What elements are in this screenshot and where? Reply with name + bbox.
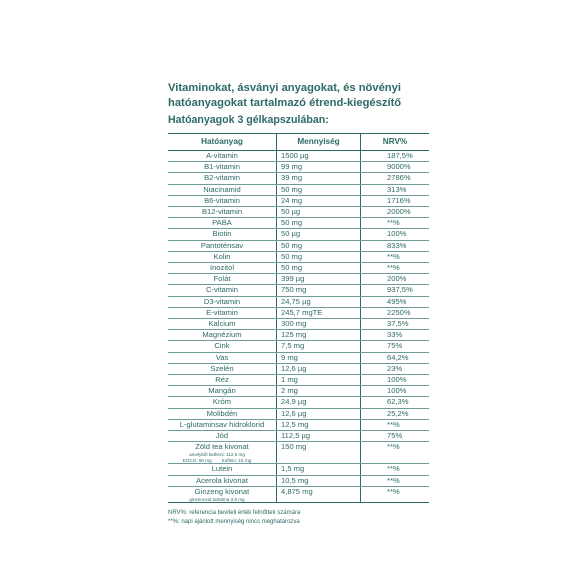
ingredient-name: B6-vitamin xyxy=(204,195,240,205)
amount-cell: 24,75 µg xyxy=(277,296,361,307)
table-row xyxy=(168,162,429,173)
ingredient-cell xyxy=(168,207,277,218)
amount-cell: 24 mg xyxy=(277,195,361,206)
nrv-cell: **% xyxy=(361,218,430,229)
table-row xyxy=(168,151,429,162)
amount-cell: 12,6 µg xyxy=(277,363,361,374)
subtitle: Hatóanyagok 3 gélkapszulában: xyxy=(168,114,329,126)
table-row xyxy=(168,486,429,503)
subnote-text: Koffein: 15 mg xyxy=(221,457,252,463)
nrv-cell: 2786% xyxy=(361,173,430,184)
table-row xyxy=(168,184,429,195)
nrv-cell: 200% xyxy=(361,274,430,285)
amount-cell: 125 mg xyxy=(277,330,361,341)
ingredient-cell xyxy=(168,363,277,374)
amount-cell: 399 µg xyxy=(277,274,361,285)
ingredient-cell xyxy=(168,475,277,486)
ingredient-cell xyxy=(168,386,277,397)
amount-cell: 300 mg xyxy=(277,319,361,330)
ingredient-name: Zöld tea kivonat xyxy=(195,442,249,452)
table-row xyxy=(168,218,429,229)
ingredient-cell xyxy=(168,397,277,408)
ingredient-cell xyxy=(168,296,277,307)
nrv-cell: 100% xyxy=(361,386,430,397)
table-row xyxy=(168,195,429,206)
header-nrv: NRV% xyxy=(361,134,430,151)
ingredient-name: Pantoténsav xyxy=(200,240,244,250)
ingredient-subnote xyxy=(168,497,276,502)
subnote-text: EGCG: 60 mg xyxy=(182,457,212,463)
table-row xyxy=(168,251,429,262)
table-row xyxy=(168,386,429,397)
ingredient-name: C-vitamin xyxy=(205,285,239,295)
ingredient-name: B12-vitamin xyxy=(201,207,243,217)
amount-cell: 7,5 mg xyxy=(277,341,361,352)
table-row xyxy=(168,240,429,251)
nrv-cell: 187,5% xyxy=(361,151,430,162)
table-row xyxy=(168,330,429,341)
amount-cell: 1,5 mg xyxy=(277,464,361,475)
ingredient-name: E-vitamin xyxy=(206,307,238,317)
amount-cell: 50 mg xyxy=(277,263,361,274)
nrv-cell: 9000% xyxy=(361,162,430,173)
nrv-cell: **% xyxy=(361,464,430,475)
ingredient-cell xyxy=(168,319,277,330)
ingredient-name: Kalcium xyxy=(208,319,236,329)
table-header-row xyxy=(168,134,429,151)
amount-cell: 245,7 mgTE xyxy=(277,307,361,318)
ingredient-name: Réz xyxy=(215,375,229,385)
nrv-cell: 23% xyxy=(361,363,430,374)
nrv-cell: 25,2% xyxy=(361,408,430,419)
nrv-cell: 495% xyxy=(361,296,430,307)
ingredient-name: Ginzeng kivonat xyxy=(194,486,250,496)
ingredient-cell xyxy=(168,307,277,318)
nrv-cell: 33% xyxy=(361,330,430,341)
table-row xyxy=(168,207,429,218)
amount-cell: 50 µg xyxy=(277,229,361,240)
table-row xyxy=(168,408,429,419)
amount-cell: 112,5 µg xyxy=(277,431,361,442)
nrv-cell: 2250% xyxy=(361,307,430,318)
table-row xyxy=(168,307,429,318)
amount-cell: 750 mg xyxy=(277,285,361,296)
table-row xyxy=(168,341,429,352)
ingredient-cell xyxy=(168,285,277,296)
ingredient-cell xyxy=(168,151,277,162)
nrv-cell: 75% xyxy=(361,431,430,442)
subnote-text: ginzenozid tartalma 3,9 mg xyxy=(189,496,245,502)
ingredient-name: A-vitamin xyxy=(206,151,238,160)
ingredient-cell xyxy=(168,240,277,251)
ingredient-cell xyxy=(168,408,277,419)
subnote-text: amelyből katheni: 112,5 mg xyxy=(189,452,245,458)
ingredient-cell xyxy=(168,419,277,430)
nrv-cell: 313% xyxy=(361,184,430,195)
table-row xyxy=(168,464,429,475)
amount-cell: 12,6 µg xyxy=(277,408,361,419)
amount-cell: 12,5 mg xyxy=(277,419,361,430)
ingredient-cell xyxy=(168,195,277,206)
nrv-cell: 64,2% xyxy=(361,352,430,363)
table-row xyxy=(168,363,429,374)
header-amount: Mennyiség xyxy=(277,134,361,151)
table-row xyxy=(168,296,429,307)
ingredient-name: Folát xyxy=(213,274,231,284)
ingredient-cell xyxy=(168,341,277,352)
ingredient-name: Acerola kivonat xyxy=(196,475,248,485)
ingredient-cell xyxy=(168,431,277,442)
table-row xyxy=(168,431,429,442)
nrv-cell: 2000% xyxy=(361,207,430,218)
table-row xyxy=(168,442,429,464)
ingredient-name: Lutein xyxy=(211,464,233,474)
nrv-cell: **% xyxy=(361,442,430,464)
ingredient-cell xyxy=(168,263,277,274)
ingredient-cell xyxy=(168,229,277,240)
ingredient-name: Inozitol xyxy=(209,263,235,273)
nrv-cell: 937,5% xyxy=(361,285,430,296)
nrv-cell: **% xyxy=(361,263,430,274)
nrv-cell: 1716% xyxy=(361,195,430,206)
ingredient-cell xyxy=(168,375,277,386)
ingredient-cell xyxy=(168,251,277,262)
title-line-1: Vitaminokat, ásványi anyagokat, és növényi xyxy=(168,82,401,94)
footnote-undefined: **%: napi ajánlott mennyiség nincs meghatározva xyxy=(168,518,300,525)
table-row xyxy=(168,229,429,240)
table-row xyxy=(168,274,429,285)
footnote-nrv: NRV%: referencia beviteli érték felnőttek számára xyxy=(168,510,301,517)
ingredient-name: Króm xyxy=(212,397,232,407)
amount-cell: 99 mg xyxy=(277,162,361,173)
amount-cell: 24,9 µg xyxy=(277,397,361,408)
table-row xyxy=(168,419,429,430)
nrv-cell: **% xyxy=(361,251,430,262)
ingredient-name: B1-vitamin xyxy=(204,162,240,172)
ingredient-name: PABA xyxy=(212,218,232,228)
amount-cell: 4,875 mg xyxy=(277,486,361,503)
ingredient-cell xyxy=(168,162,277,173)
ingredient-name: D3-vitamin xyxy=(203,296,241,306)
amount-cell: 50 mg xyxy=(277,240,361,251)
amount-cell: 2 mg xyxy=(277,386,361,397)
nrv-cell: 62,3% xyxy=(361,397,430,408)
nrv-cell: **% xyxy=(361,475,430,486)
ingredient-name: Niacinamid xyxy=(203,184,241,194)
nrv-cell: 833% xyxy=(361,240,430,251)
table-row xyxy=(168,352,429,363)
nrv-cell: **% xyxy=(361,486,430,503)
supplement-facts xyxy=(168,81,430,526)
nrv-cell: 100% xyxy=(361,229,430,240)
ingredient-name: Magnézium xyxy=(202,330,242,340)
header-ingredient: Hatóanyag xyxy=(168,134,277,151)
table-row xyxy=(168,397,429,408)
amount-cell: 9 mg xyxy=(277,352,361,363)
amount-cell: 1500 µg xyxy=(277,151,361,162)
footnotes xyxy=(168,509,430,526)
nrv-cell: 100% xyxy=(361,375,430,386)
amount-cell: 10,5 mg xyxy=(277,475,361,486)
amount-cell: 39 mg xyxy=(277,173,361,184)
ingredient-name: L-glutaminsav hidroklorid xyxy=(179,419,265,429)
ingredient-cell xyxy=(168,352,277,363)
document-title xyxy=(168,81,430,111)
ingredient-name: Szelén xyxy=(210,363,234,373)
amount-cell: 1 mg xyxy=(277,375,361,386)
ingredient-name: Biotin xyxy=(212,229,232,239)
ingredient-cell xyxy=(168,184,277,195)
table-row xyxy=(168,319,429,330)
ingredient-name: Jód xyxy=(215,431,229,441)
ingredient-subnote xyxy=(168,452,276,463)
ingredient-cell xyxy=(168,442,277,464)
ingredient-cell xyxy=(168,464,277,475)
ingredient-name: Mangán xyxy=(208,386,236,396)
ingredient-name: Vas xyxy=(215,352,229,362)
table-body xyxy=(168,151,429,503)
ingredients-table xyxy=(168,133,429,503)
table-row xyxy=(168,375,429,386)
table-row xyxy=(168,173,429,184)
ingredient-name: Cink xyxy=(214,341,230,351)
nrv-cell: 37,5% xyxy=(361,319,430,330)
title-line-2: hatóanyagokat tartalmazó étrend-kiegészítő xyxy=(168,97,402,109)
amount-cell: 50 mg xyxy=(277,184,361,195)
table-row xyxy=(168,475,429,486)
ingredient-cell xyxy=(168,173,277,184)
table-row xyxy=(168,263,429,274)
ingredient-name: B2-vitamin xyxy=(204,173,240,183)
ingredient-name: Kolin xyxy=(213,251,231,261)
amount-cell: 150 mg xyxy=(277,442,361,464)
ingredient-cell xyxy=(168,330,277,341)
amount-cell: 50 µg xyxy=(277,207,361,218)
ingredient-cell xyxy=(168,274,277,285)
ingredient-cell xyxy=(168,218,277,229)
table-row xyxy=(168,285,429,296)
nrv-cell: **% xyxy=(361,419,430,430)
amount-cell: 50 mg xyxy=(277,218,361,229)
ingredient-name: Molibdén xyxy=(206,408,238,418)
nrv-cell: 75% xyxy=(361,341,430,352)
ingredient-cell xyxy=(168,486,277,503)
amount-cell: 50 mg xyxy=(277,251,361,262)
